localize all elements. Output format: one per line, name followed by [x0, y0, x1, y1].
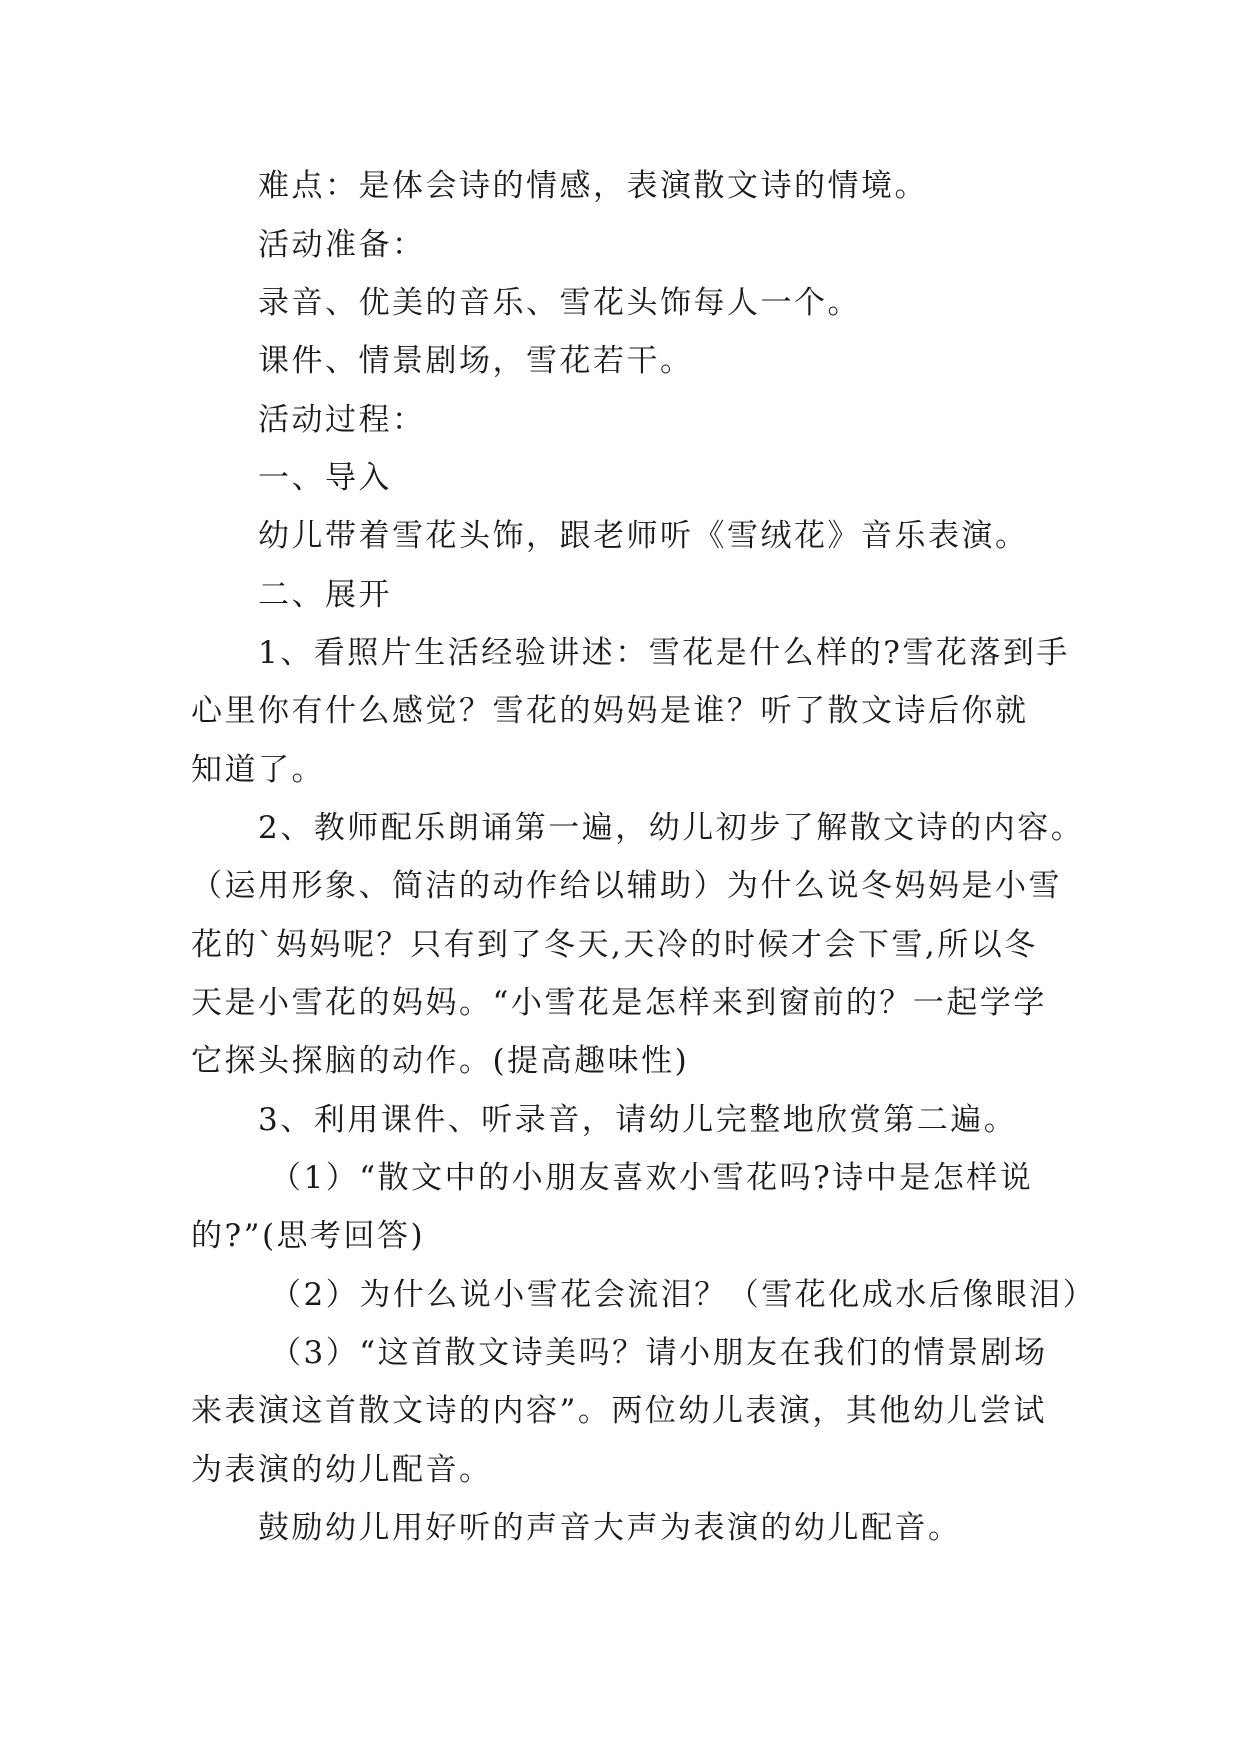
heading-development: 二、展开 — [258, 577, 392, 613]
paragraph-question2: （2）为什么说小雪花会流泪？（雪花化成水后像眼泪） — [270, 1277, 1097, 1313]
paragraph-step2-line4: 天是小雪花的妈妈。“小雪花是怎样来到窗前的？一起学学 — [191, 985, 1047, 1021]
heading-activity-preparation: 活动准备： — [258, 227, 426, 263]
paragraph-step2-line1: 2、教师配乐朗诵第一遍，幼儿初步了解散文诗的内容。 — [258, 810, 1085, 846]
paragraph-question1-line2: 的?”(思考回答) — [191, 1218, 426, 1254]
paragraph-difficulty: 难点：是体会诗的情感，表演散文诗的情境。 — [258, 168, 928, 204]
paragraph-step2-line5: 它探头探脑的动作。(提高趣味性) — [191, 1043, 690, 1079]
paragraph-materials-1: 录音、优美的音乐、雪花头饰每人一个。 — [258, 285, 861, 321]
paragraph-step1-line2: 心里你有什么感觉？雪花的妈妈是谁？听了散文诗后你就 — [191, 693, 1029, 729]
paragraph-introduction: 幼儿带着雪花头饰，跟老师听《雪绒花》音乐表演。 — [258, 518, 1029, 554]
paragraph-step1-line3: 知道了。 — [191, 752, 325, 788]
paragraph-encouragement: 鼓励幼儿用好听的声音大声为表演的幼儿配音。 — [258, 1510, 962, 1546]
paragraph-question3-line2: 来表演这首散文诗的内容”。两位幼儿表演，其他幼儿尝试 — [191, 1393, 1047, 1429]
heading-introduction: 一、导入 — [258, 460, 392, 496]
paragraph-step2-line3: 花的`妈妈呢？只有到了冬天,天冷的时候才会下雪,所以冬 — [191, 927, 1038, 963]
heading-activity-process: 活动过程： — [258, 402, 426, 438]
paragraph-question3-line1: （3）“这首散文诗美吗？请小朋友在我们的情景剧场 — [270, 1335, 1048, 1371]
paragraph-step3: 3、利用课件、听录音，请幼儿完整地欣赏第二遍。 — [258, 1102, 1018, 1138]
paragraph-materials-2: 课件、情景剧场，雪花若干。 — [258, 343, 694, 379]
paragraph-question3-line3: 为表演的幼儿配音。 — [191, 1452, 493, 1488]
paragraph-question1-line1: （1）“散文中的小朋友喜欢小雪花吗?诗中是怎样说 — [270, 1160, 1034, 1196]
paragraph-step2-line2: （运用形象、简洁的动作给以辅助）为什么说冬妈妈是小雪 — [191, 868, 1062, 904]
paragraph-step1-line1: 1、看照片生活经验讲述：雪花是什么样的?雪花落到手 — [258, 635, 1070, 671]
